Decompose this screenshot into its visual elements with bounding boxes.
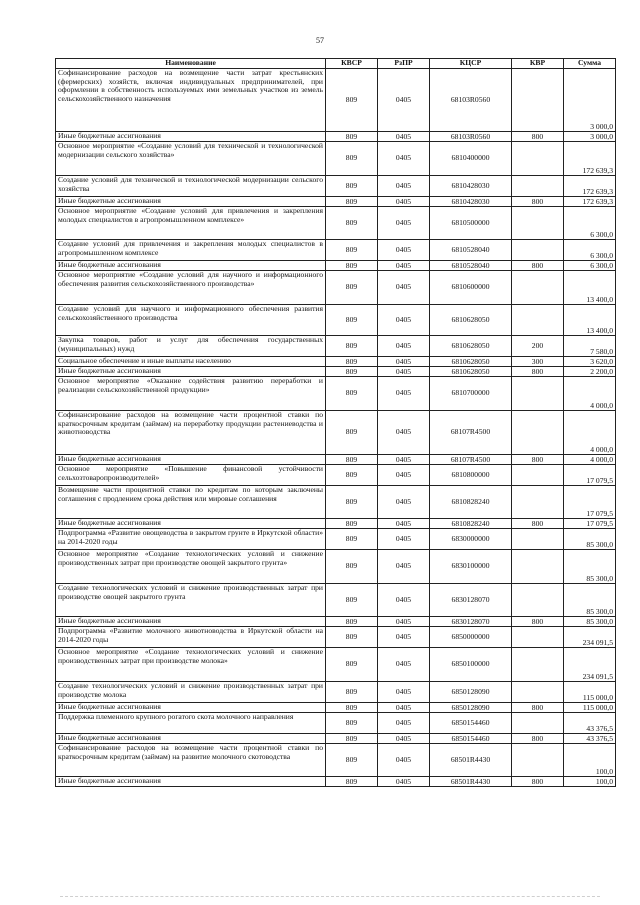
cell-kvr: [512, 682, 564, 703]
cell-rzpr: 0405: [378, 734, 430, 744]
cell-kcsr: 6810700000: [430, 377, 512, 411]
cell-kcsr: 6810528040: [430, 261, 512, 271]
cell-kcsr: 6850154460: [430, 734, 512, 744]
cell-kvsr: 809: [326, 703, 378, 713]
cell-kcsr: 6810528040: [430, 240, 512, 261]
cell-sum: 234 091,5: [564, 648, 616, 682]
cell-rzpr: 0405: [378, 617, 430, 627]
cell-rzpr: 0405: [378, 336, 430, 357]
cell-kvr: [512, 176, 564, 197]
cell-kvr: [512, 486, 564, 519]
table-row: [56, 305, 616, 336]
column-header-sum: Сумма: [564, 59, 616, 69]
cell-kvsr: 809: [326, 240, 378, 261]
cell-kvsr: 809: [326, 142, 378, 176]
cell-kvsr: 809: [326, 682, 378, 703]
cell-name: Иные бюджетные ассигнования: [56, 734, 326, 744]
cell-kvr: 300: [512, 357, 564, 367]
cell-kvsr: 809: [326, 261, 378, 271]
cell-sum: 85 300,0: [564, 617, 616, 627]
table-row: [56, 455, 616, 465]
cell-name: Создание технологических условий и снижение производственных затрат при производстве овощей закрытого грунта: [56, 584, 326, 617]
table-row: [56, 132, 616, 142]
cell-kvsr: 809: [326, 305, 378, 336]
cell-name: Подпрограмма «Развитие овощеводства в закрытом грунте в Иркутской области» на 2014-2020 годы: [56, 529, 326, 550]
cell-kvr: [512, 377, 564, 411]
cell-name: Иные бюджетные ассигнования: [56, 367, 326, 377]
cell-kvr: [512, 713, 564, 734]
cell-sum: 7 580,0: [564, 336, 616, 357]
table-row: [56, 519, 616, 529]
cell-kcsr: 6810400000: [430, 142, 512, 176]
page-number: 57: [316, 36, 324, 45]
cell-kcsr: 6810428030: [430, 197, 512, 207]
cell-kcsr: 6830000000: [430, 529, 512, 550]
table-row: [56, 713, 616, 734]
cell-sum: 172 639,3: [564, 176, 616, 197]
cell-kvsr: 809: [326, 617, 378, 627]
cell-kcsr: 6810800000: [430, 465, 512, 486]
cell-kcsr: 6850000000: [430, 627, 512, 648]
cell-kvsr: 809: [326, 367, 378, 377]
cell-sum: 13 400,0: [564, 305, 616, 336]
cell-sum: 85 300,0: [564, 529, 616, 550]
cell-rzpr: 0405: [378, 176, 430, 197]
cell-kvr: [512, 69, 564, 132]
cell-kvsr: 809: [326, 734, 378, 744]
cell-name: Социальное обеспечение и иные выплаты населению: [56, 357, 326, 367]
cell-kvr: 800: [512, 261, 564, 271]
table-row: [56, 411, 616, 455]
cell-kvr: [512, 142, 564, 176]
cell-name: Софинансирование расходов на возмещение части процентной ставки по краткосрочным кредитам (займам) на развитие молочного скотоводства: [56, 744, 326, 777]
cell-kvsr: 809: [326, 519, 378, 529]
cell-kvsr: 809: [326, 486, 378, 519]
cell-kvr: 800: [512, 617, 564, 627]
cell-name: Создание технологических условий и снижение производственных затрат при производстве молока: [56, 682, 326, 703]
page-bottom-edge: [60, 896, 600, 897]
cell-name: Иные бюджетные ассигнования: [56, 703, 326, 713]
cell-kcsr: 6850128090: [430, 703, 512, 713]
table-row: [56, 367, 616, 377]
cell-kvsr: 809: [326, 176, 378, 197]
cell-name: Основное мероприятие «Создание технологических условий и снижение производственных затрат при производстве молока»: [56, 648, 326, 682]
table-body: [56, 69, 616, 787]
table-row: [56, 584, 616, 617]
cell-sum: 3 620,0: [564, 357, 616, 367]
cell-kvr: 200: [512, 336, 564, 357]
table-row: [56, 207, 616, 240]
cell-sum: 172 639,3: [564, 142, 616, 176]
cell-name: Создание условий для технической и технологической модернизации сельского хозяйства: [56, 176, 326, 197]
cell-kvsr: 809: [326, 207, 378, 240]
cell-kcsr: 6810828240: [430, 519, 512, 529]
cell-kcsr: 6810628050: [430, 357, 512, 367]
cell-sum: 3 000,0: [564, 132, 616, 142]
table-row: [56, 627, 616, 648]
cell-kvsr: 809: [326, 744, 378, 777]
cell-name: Иные бюджетные ассигнования: [56, 132, 326, 142]
cell-kcsr: 68103R0560: [430, 69, 512, 132]
cell-rzpr: 0405: [378, 357, 430, 367]
table-row: [56, 465, 616, 486]
cell-sum: 100,0: [564, 744, 616, 777]
cell-kcsr: 6810500000: [430, 207, 512, 240]
cell-kcsr: 6850154460: [430, 713, 512, 734]
cell-rzpr: 0405: [378, 305, 430, 336]
cell-rzpr: 0405: [378, 703, 430, 713]
cell-kvsr: 809: [326, 455, 378, 465]
cell-sum: 172 639,3: [564, 197, 616, 207]
table-row: [56, 734, 616, 744]
cell-name: Иные бюджетные ассигнования: [56, 617, 326, 627]
cell-sum: 4 000,0: [564, 411, 616, 455]
cell-kvr: [512, 529, 564, 550]
cell-kcsr: 68107R4500: [430, 455, 512, 465]
column-header-kvsr: КВСР: [326, 59, 378, 69]
cell-kvsr: 809: [326, 377, 378, 411]
cell-sum: 17 079,5: [564, 519, 616, 529]
cell-sum: 100,0: [564, 777, 616, 787]
cell-rzpr: 0405: [378, 465, 430, 486]
table-row: [56, 142, 616, 176]
cell-name: Основное мероприятие «Создание условий для научного и информационного обеспечения развития сельскохозяйственного производства»: [56, 271, 326, 305]
cell-kvsr: 809: [326, 132, 378, 142]
cell-kvr: 800: [512, 197, 564, 207]
table-row: [56, 682, 616, 703]
cell-rzpr: 0405: [378, 519, 430, 529]
column-header-kcsr: КЦСР: [430, 59, 512, 69]
cell-rzpr: 0405: [378, 261, 430, 271]
cell-rzpr: 0405: [378, 197, 430, 207]
table-header: [56, 59, 616, 69]
cell-rzpr: 0405: [378, 648, 430, 682]
table-row: [56, 648, 616, 682]
cell-rzpr: 0405: [378, 367, 430, 377]
cell-sum: 43 376,5: [564, 713, 616, 734]
cell-sum: 4 000,0: [564, 455, 616, 465]
cell-sum: 17 079,5: [564, 465, 616, 486]
cell-sum: 43 376,5: [564, 734, 616, 744]
cell-rzpr: 0405: [378, 744, 430, 777]
table-row: [56, 550, 616, 584]
cell-kcsr: 6850100000: [430, 648, 512, 682]
cell-kvr: 800: [512, 367, 564, 377]
cell-rzpr: 0405: [378, 69, 430, 132]
table-row: [56, 176, 616, 197]
cell-sum: 85 300,0: [564, 550, 616, 584]
cell-sum: 6 300,0: [564, 240, 616, 261]
cell-sum: 85 300,0: [564, 584, 616, 617]
cell-name: Основное мероприятие «Создание технологических условий и снижение производственных затрат при производстве овощей закрытого грунта»: [56, 550, 326, 584]
cell-name: Иные бюджетные ассигнования: [56, 197, 326, 207]
cell-rzpr: 0405: [378, 529, 430, 550]
cell-kcsr: 6810628050: [430, 336, 512, 357]
column-header-rzpr: РзПР: [378, 59, 430, 69]
cell-sum: 2 200,0: [564, 367, 616, 377]
cell-name: Софинансирование расходов на возмещение части затрат крестьянских (фермерских) хозяйств, включая индивидуальных предпринимателей, при оформлении в собственность используемых ими земельных участков из земель сельскохозяйственного назначения: [56, 69, 326, 132]
cell-kcsr: 6810600000: [430, 271, 512, 305]
cell-rzpr: 0405: [378, 713, 430, 734]
cell-rzpr: 0405: [378, 584, 430, 617]
cell-kcsr: 6810428030: [430, 176, 512, 197]
cell-kvsr: 809: [326, 336, 378, 357]
cell-rzpr: 0405: [378, 207, 430, 240]
cell-name: Софинансирование расходов на возмещение части процентной ставки по краткосрочным кредитам (займам) на переработку продукции растениеводства и животноводства: [56, 411, 326, 455]
cell-kcsr: 6850128090: [430, 682, 512, 703]
cell-kvr: [512, 744, 564, 777]
cell-sum: 115 000,0: [564, 703, 616, 713]
cell-name: Основное мероприятие «Оказание содействия развитию переработки и реализации сельскохозяйственной продукции»: [56, 377, 326, 411]
table-row: [56, 486, 616, 519]
cell-kvr: [512, 627, 564, 648]
cell-name: Иные бюджетные ассигнования: [56, 519, 326, 529]
cell-kvsr: 809: [326, 357, 378, 367]
cell-kvsr: 809: [326, 713, 378, 734]
cell-name: Создание условий для привлечения и закрепления молодых специалистов в агропромышленном комплексе: [56, 240, 326, 261]
cell-kvsr: 809: [326, 197, 378, 207]
cell-sum: 13 400,0: [564, 271, 616, 305]
cell-sum: 6 300,0: [564, 261, 616, 271]
cell-kvsr: 809: [326, 529, 378, 550]
table-row: [56, 261, 616, 271]
cell-kvsr: 809: [326, 777, 378, 787]
cell-kcsr: 6810628050: [430, 305, 512, 336]
cell-kvr: [512, 305, 564, 336]
cell-rzpr: 0405: [378, 240, 430, 261]
cell-kvsr: 809: [326, 69, 378, 132]
column-header-kvr: КВР: [512, 59, 564, 69]
table-row: [56, 357, 616, 367]
table-row: [56, 69, 616, 132]
cell-kvr: [512, 584, 564, 617]
cell-rzpr: 0405: [378, 142, 430, 176]
cell-name: Закупка товаров, работ и услуг для обеспечения государственных (муниципальных) нужд: [56, 336, 326, 357]
cell-kvr: [512, 648, 564, 682]
cell-kvsr: 809: [326, 584, 378, 617]
cell-rzpr: 0405: [378, 377, 430, 411]
cell-kvr: 800: [512, 703, 564, 713]
cell-name: Основное мероприятие «Создание условий для привлечения и закрепления молодых специалистов в агропромышленном комплексе»: [56, 207, 326, 240]
cell-kcsr: 6830128070: [430, 617, 512, 627]
cell-name: Создание условий для научного и информационного обеспечения развития сельскохозяйственного производства: [56, 305, 326, 336]
cell-kcsr: 6810628050: [430, 367, 512, 377]
cell-sum: 3 000,0: [564, 69, 616, 132]
cell-name: Основное мероприятие «Создание условий для технической и технологической модернизации сельского хозяйства»: [56, 142, 326, 176]
cell-kvr: [512, 465, 564, 486]
cell-name: Возмещение части процентной ставки по кредитам по которым заключены соглашения с продлением срока действия или мировые соглашения: [56, 486, 326, 519]
cell-kvr: [512, 550, 564, 584]
cell-name: Подпрограмма «Развитие молочного животноводства в Иркутской области на 2014-2020 годы: [56, 627, 326, 648]
cell-kcsr: 68107R4500: [430, 411, 512, 455]
table-row: [56, 529, 616, 550]
cell-sum: 115 000,0: [564, 682, 616, 703]
table-row: [56, 744, 616, 777]
cell-name: Поддержка племенного крупного рогатого скота молочного направления: [56, 713, 326, 734]
cell-kcsr: 6810828240: [430, 486, 512, 519]
cell-kvr: [512, 207, 564, 240]
cell-kvsr: 809: [326, 411, 378, 455]
cell-rzpr: 0405: [378, 271, 430, 305]
cell-rzpr: 0405: [378, 486, 430, 519]
cell-kcsr: 68103R0560: [430, 132, 512, 142]
cell-kvr: 800: [512, 455, 564, 465]
table-row: [56, 197, 616, 207]
cell-sum: 4 000,0: [564, 377, 616, 411]
table-row: [56, 336, 616, 357]
table-row: [56, 703, 616, 713]
cell-rzpr: 0405: [378, 132, 430, 142]
table-row: [56, 617, 616, 627]
cell-kvsr: 809: [326, 627, 378, 648]
cell-kvsr: 809: [326, 465, 378, 486]
cell-kvr: [512, 240, 564, 261]
cell-kvr: 800: [512, 132, 564, 142]
cell-sum: 17 079,5: [564, 486, 616, 519]
cell-kcsr: 68501R4430: [430, 744, 512, 777]
cell-rzpr: 0405: [378, 550, 430, 584]
cell-rzpr: 0405: [378, 682, 430, 703]
cell-kvr: 800: [512, 519, 564, 529]
table-row: [56, 240, 616, 261]
table-row: [56, 777, 616, 787]
cell-kvsr: 809: [326, 550, 378, 584]
cell-kcsr: 6830100000: [430, 550, 512, 584]
cell-kvsr: 809: [326, 648, 378, 682]
cell-kcsr: 6830128070: [430, 584, 512, 617]
table-row: [56, 377, 616, 411]
cell-kvr: [512, 271, 564, 305]
cell-name: Иные бюджетные ассигнования: [56, 777, 326, 787]
cell-kvr: 800: [512, 777, 564, 787]
cell-rzpr: 0405: [378, 627, 430, 648]
cell-kcsr: 68501R4430: [430, 777, 512, 787]
cell-name: Основное мероприятие «Повышение финансовой устойчивости сельхозтоваропроизводителей»: [56, 465, 326, 486]
budget-table: [55, 58, 616, 787]
cell-rzpr: 0405: [378, 411, 430, 455]
cell-kvr: 800: [512, 734, 564, 744]
cell-rzpr: 0405: [378, 777, 430, 787]
cell-kvsr: 809: [326, 271, 378, 305]
cell-name: Иные бюджетные ассигнования: [56, 261, 326, 271]
cell-name: Иные бюджетные ассигнования: [56, 455, 326, 465]
column-header-name: Наименование: [56, 59, 326, 69]
cell-kvr: [512, 411, 564, 455]
cell-sum: 234 091,5: [564, 627, 616, 648]
cell-sum: 6 300,0: [564, 207, 616, 240]
cell-rzpr: 0405: [378, 455, 430, 465]
table-row: [56, 271, 616, 305]
